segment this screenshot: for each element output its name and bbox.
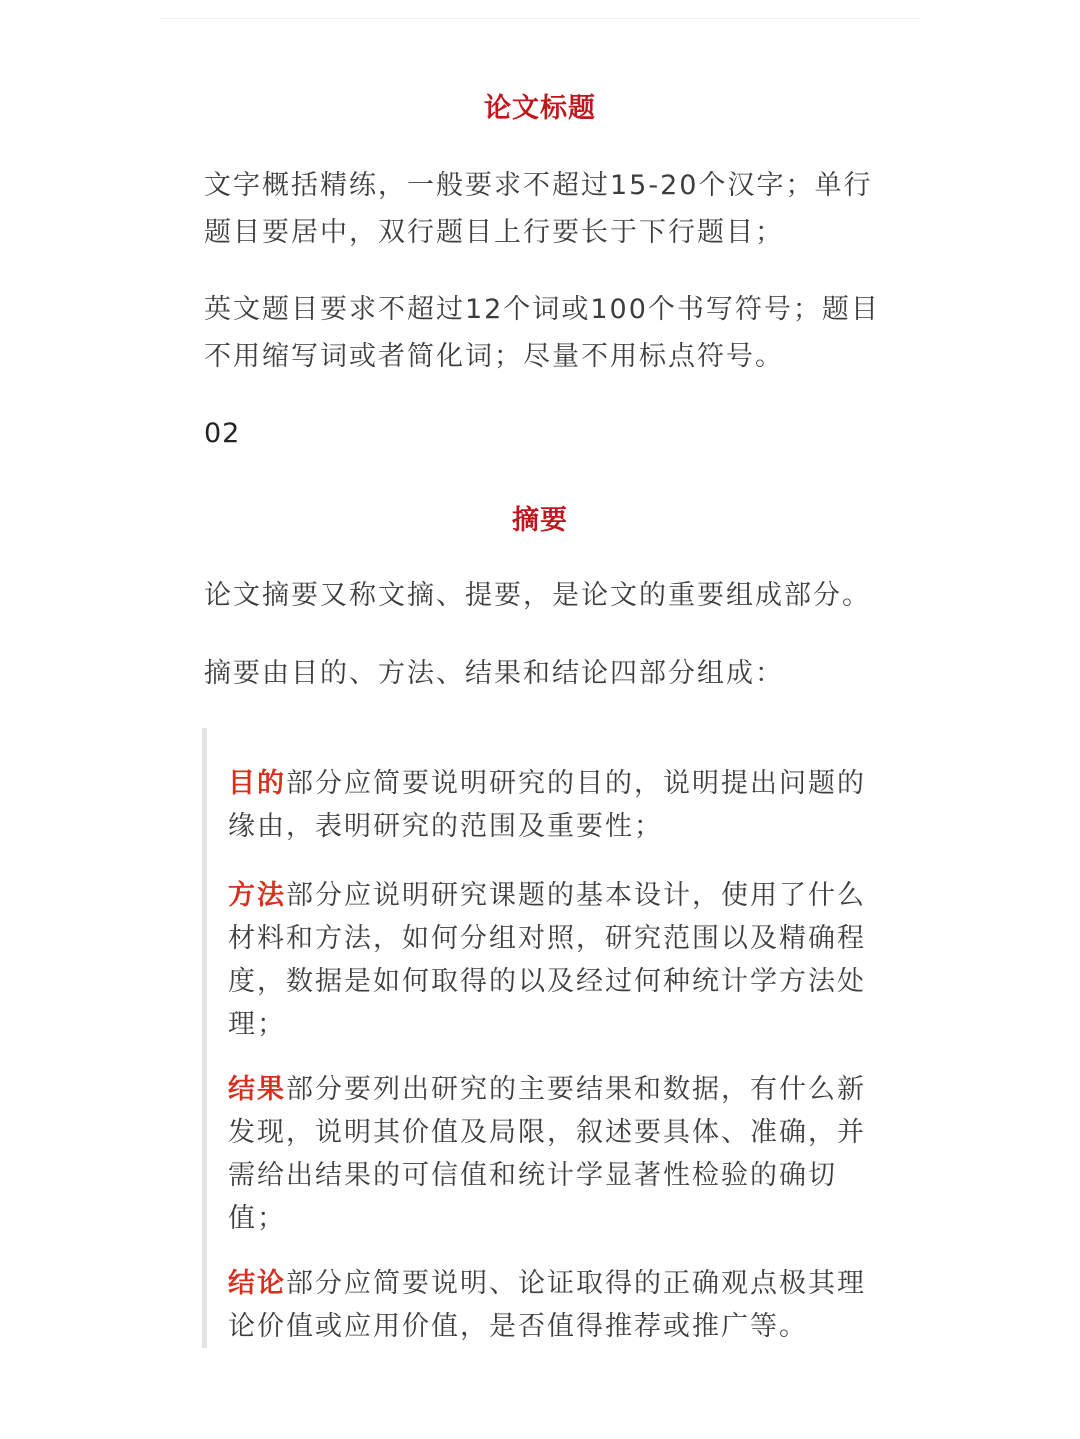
paragraph-english-title: 英文题目要求不超过12个词或100个书写符号；题目不用缩写词或者简化词；尽量不用标点符号。 xyxy=(204,294,880,372)
keyword-purpose: 目的 xyxy=(228,768,286,799)
quote-text-result: 部分要列出研究的主要结果和数据，有什么新发现，说明其价值及局限，叙述要具体、准确，并需给出结果的可信值和统计学显著性检验的确切值； xyxy=(228,1074,866,1234)
section-number: 02 xyxy=(204,418,241,449)
keyword-result: 结果 xyxy=(228,1074,286,1105)
quote-item-purpose xyxy=(228,762,888,848)
quote-item-conclusion xyxy=(228,1262,888,1348)
quote-text-method: 部分应说明研究课题的基本设计，使用了什么材料和方法，如何分组对照，研究范围以及精确程度，数据是如何取得的以及经过何种统计学方法处理； xyxy=(228,880,866,1040)
paragraph-title-length: 文字概括精练，一般要求不超过15-20个汉字；单行题目要居中，双行题目上行要长于下行题目； xyxy=(204,170,873,248)
quote-text-purpose: 部分应简要说明研究的目的，说明提出问题的缘由，表明研究的范围及重要性； xyxy=(228,768,866,842)
keyword-method: 方法 xyxy=(228,880,286,911)
quote-item-method xyxy=(228,874,888,1046)
section-title-thesis-title: 论文标题 xyxy=(484,93,596,124)
paragraph-abstract-definition: 论文摘要又称文摘、提要，是论文的重要组成部分。 xyxy=(204,580,871,611)
section-title-abstract: 摘要 xyxy=(512,505,568,536)
quote-text-conclusion: 部分应简要说明、论证取得的正确观点极其理论价值或应用价值，是否值得推荐或推广等。 xyxy=(228,1268,866,1342)
top-divider xyxy=(160,18,920,19)
keyword-conclusion: 结论 xyxy=(228,1268,286,1299)
paragraph-abstract-composition: 摘要由目的、方法、结果和结论四部分组成： xyxy=(204,658,784,689)
quote-item-result xyxy=(228,1068,888,1240)
